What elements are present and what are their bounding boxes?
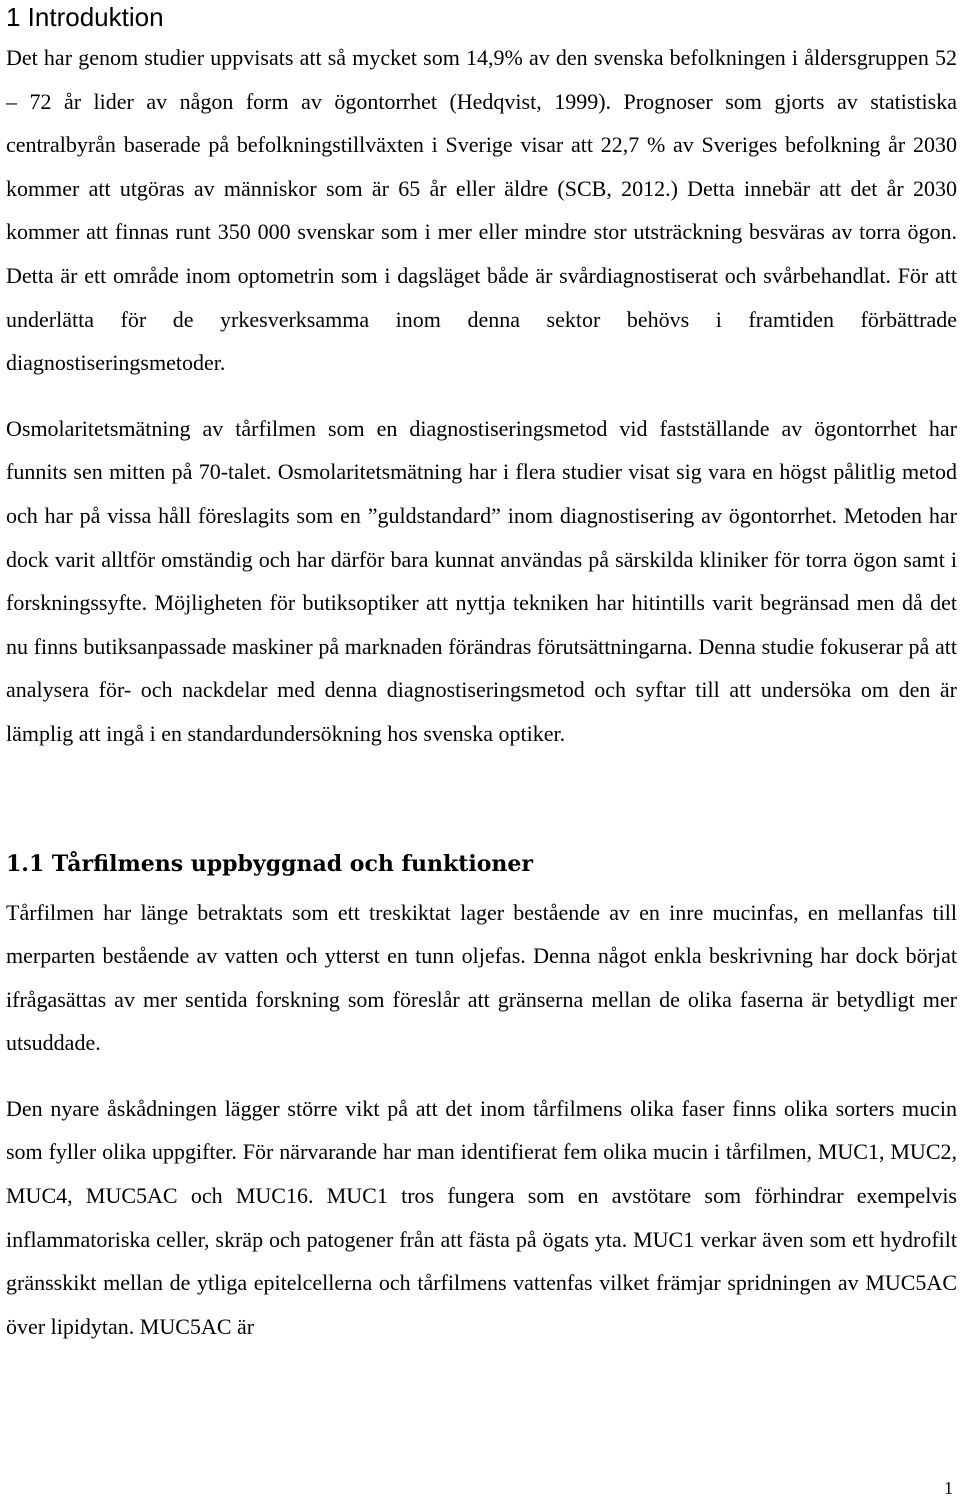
section-gap bbox=[6, 756, 957, 851]
paragraph-mucin: Den nyare åskådningen lägger större vikt på att det inom tårfilmens olika faser finns olika sorters mucin som fyller olika uppgifter. För närvarande har man identifierat fem olika mucin i tårfilmen, MUC1, MUC2, MUC4, MUC5AC och MUC16. MUC1 tros fungera som en avstötare som förhindrar exempelvis inflammatoriska celler, skräp och patogener från att fästa på ögats yta. MUC1 verkar även som ett hydrofilt gränsskikt mellan de ytliga epitelcellerna och tårfilmens vattenfas vilket främjar spridningen av MUC5AC över lipidytan. MUC5AC är bbox=[6, 1095, 957, 1339]
page-number: 1 bbox=[944, 1478, 953, 1498]
paragraph-tear-film-layers: Tårfilmen har länge betraktats som ett treskiktat lager bestående av en inre mucinfas, en mellanfas till merparten bestående av vatten och ytterst en tunn oljefas. Denna något enkla beskrivning har dock börjat ifrågasättas av mer sentida forskning som föreslår att gränserna mellan de olika faserna är betydligt mer utsuddade. bbox=[6, 899, 957, 1056]
paragraph-osmolarity: Osmolaritetsmätning av tårfilmen som en diagnostiseringsmetod vid fastställande av ögontorrhet har funnits sen mitten på 70-talet. Osmolaritetsmätning har i flera studier visat sig vara en högst pålitlig metod och har på vissa håll föreslagits som en ”guldstandard” inom diagnostisering av ögontorrhet. Metoden har dock varit alltför omständig och har därför bara kunnat användas på särskilda kliniker för torra ögon samt i forskningssyfte. Möjligheten för butiksoptiker att nyttja tekniken har hitintills varit begränsad men då det nu finns butiksanpassade maskiner på marknaden förändras förutsättningarna. Denna studie fokuserar på att analysera för- och nackdelar med denna diagnostiseringsmetod och syftar till att undersöka om den är lämplig att ingå i en standardundersökning hos svenska optiker. bbox=[6, 415, 957, 746]
document-page bbox=[6, 0, 957, 1348]
paragraph-gap bbox=[6, 1065, 957, 1087]
section-heading: 1 Introduktion bbox=[6, 2, 164, 32]
paragraph-prevalence: Det har genom studier uppvisats att så mycket som 14,9% av den svenska befolkningen i åldersgruppen 52 – 72 år lider av någon form av ögontorrhet (Hedqvist, 1999). Prognoser som gjorts av statistiska centralbyrån baserade på befolkningstillväxten i Sverige visar att 22,7 % av Sveriges befolkning år 2030 kommer att utgöras av människor som är 65 år eller äldre (SCB, 2012.) Detta innebär att det år 2030 kommer att finnas runt 350 000 svenskar som i mer eller mindre stor utsträckning besväras av torra ögon. Detta är ett område inom optometrin som i dagsläget både är svårdiagnostiserat och svårbehandlat. För att underlätta för de yrkesverksamma inom denna sektor behövs i framtiden förbättrade diagnostiseringsmetoder. bbox=[6, 45, 957, 376]
subsection-heading: 1.1 Tårfilmens uppbyggnad och funktioner bbox=[6, 850, 533, 877]
paragraph-gap bbox=[6, 385, 957, 407]
